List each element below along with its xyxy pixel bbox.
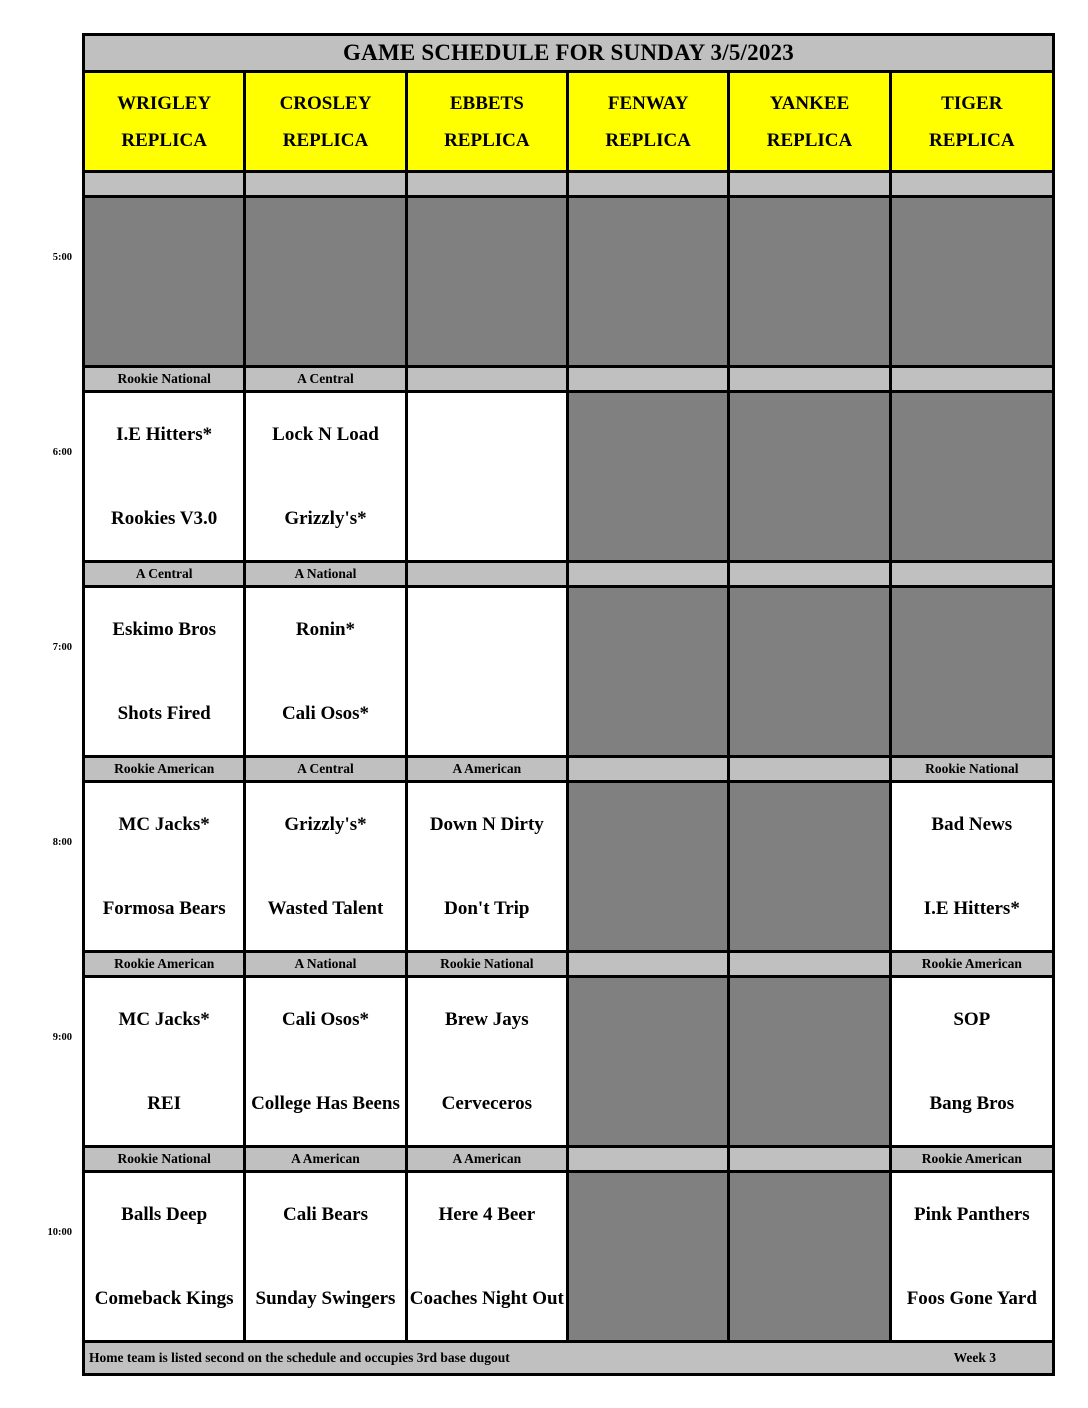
division-label: Rookie American bbox=[85, 758, 246, 783]
field-name: FENWAY bbox=[607, 92, 689, 114]
game-row bbox=[85, 1173, 1052, 1343]
division-label bbox=[569, 368, 730, 393]
home-team: REI bbox=[147, 1092, 182, 1114]
unavailable-slot bbox=[892, 393, 1052, 563]
game-cell bbox=[85, 1173, 246, 1343]
home-team: Coaches Night Out bbox=[409, 1287, 564, 1309]
division-label: Rookie American bbox=[892, 1148, 1052, 1173]
division-label bbox=[408, 173, 569, 198]
division-label: A Central bbox=[85, 563, 246, 588]
game-cell bbox=[85, 393, 246, 563]
unavailable-slot bbox=[892, 588, 1052, 758]
game-cell bbox=[85, 588, 246, 758]
time-label: 10:00 bbox=[47, 1227, 72, 1238]
unavailable-slot bbox=[730, 393, 891, 563]
away-team: MC Jacks* bbox=[118, 814, 210, 836]
away-team: Brew Jays bbox=[445, 1009, 529, 1031]
time-label: 9:00 bbox=[52, 1032, 72, 1043]
division-label bbox=[892, 563, 1052, 588]
field-header-row bbox=[85, 73, 1052, 173]
away-team: Ronin* bbox=[295, 619, 356, 641]
division-label: A American bbox=[408, 1148, 569, 1173]
field-header-ebbets bbox=[408, 73, 569, 173]
home-team: Comeback Kings bbox=[94, 1287, 234, 1309]
game-cell bbox=[246, 978, 407, 1148]
schedule-title: GAME SCHEDULE FOR SUNDAY 3/5/2023 bbox=[85, 36, 1052, 73]
home-team: Grizzly's* bbox=[284, 507, 367, 529]
division-label: A National bbox=[246, 563, 407, 588]
away-team: Cali Bears bbox=[283, 1204, 368, 1226]
field-header-yankee bbox=[730, 73, 891, 173]
field-subtitle: REPLICA bbox=[282, 129, 369, 151]
game-cell bbox=[408, 1173, 569, 1343]
division-label bbox=[730, 563, 891, 588]
division-label bbox=[892, 173, 1052, 198]
home-team: Rookies V3.0 bbox=[111, 507, 218, 529]
division-label bbox=[569, 953, 730, 978]
division-label-row bbox=[85, 953, 1052, 978]
home-team: Cali Osos* bbox=[281, 702, 370, 724]
field-name: YANKEE bbox=[769, 92, 850, 114]
division-label: A National bbox=[246, 953, 407, 978]
away-team: Eskimo Bros bbox=[112, 619, 216, 641]
away-team: Here 4 Beer bbox=[438, 1204, 536, 1226]
division-label: A Central bbox=[246, 368, 407, 393]
home-team: Wasted Talent bbox=[267, 897, 384, 919]
field-subtitle: REPLICA bbox=[766, 129, 853, 151]
unavailable-slot bbox=[569, 588, 730, 758]
division-label: Rookie National bbox=[408, 953, 569, 978]
game-cell bbox=[892, 978, 1052, 1148]
division-label-row bbox=[85, 563, 1052, 588]
division-label bbox=[569, 173, 730, 198]
division-label bbox=[892, 368, 1052, 393]
division-label bbox=[569, 563, 730, 588]
division-label bbox=[408, 563, 569, 588]
unavailable-slot bbox=[730, 198, 891, 368]
game-cell bbox=[246, 393, 407, 563]
division-label bbox=[569, 758, 730, 783]
time-label: 8:00 bbox=[52, 837, 72, 848]
schedule-footer bbox=[85, 1343, 1052, 1373]
unavailable-slot bbox=[408, 198, 569, 368]
open-slot bbox=[408, 588, 569, 758]
division-label-row bbox=[85, 1148, 1052, 1173]
game-row bbox=[85, 198, 1052, 368]
home-team: Shots Fired bbox=[117, 702, 211, 724]
division-label bbox=[85, 173, 246, 198]
week-label: Week 3 bbox=[953, 1350, 996, 1365]
division-label-row bbox=[85, 368, 1052, 393]
field-subtitle: REPLICA bbox=[605, 129, 691, 151]
game-cell bbox=[85, 783, 246, 953]
unavailable-slot bbox=[569, 783, 730, 953]
unavailable-slot bbox=[569, 393, 730, 563]
time-label: 7:00 bbox=[52, 642, 72, 653]
unavailable-slot bbox=[569, 1173, 730, 1343]
division-label: Rookie National bbox=[892, 758, 1052, 783]
game-cell bbox=[246, 588, 407, 758]
division-label: A American bbox=[408, 758, 569, 783]
home-team: Sunday Swingers bbox=[255, 1287, 396, 1309]
field-name: TIGER bbox=[941, 92, 1003, 114]
division-label-row bbox=[85, 758, 1052, 783]
field-header-crosley bbox=[246, 73, 407, 173]
away-team: Bad News bbox=[931, 814, 1013, 836]
unavailable-slot bbox=[85, 198, 246, 368]
field-subtitle: REPLICA bbox=[929, 129, 1015, 151]
unavailable-slot bbox=[569, 978, 730, 1148]
time-slots bbox=[85, 173, 1052, 1343]
footer-note: Home team is listed second on the schedule and occupies 3rd base dugout bbox=[89, 1350, 510, 1365]
field-subtitle: REPLICA bbox=[444, 129, 530, 151]
division-label bbox=[569, 1148, 730, 1173]
away-team: I.E Hitters* bbox=[116, 424, 213, 446]
home-team: College Has Beens bbox=[251, 1092, 400, 1114]
home-team: Cerveceros bbox=[441, 1092, 532, 1114]
field-name: WRIGLEY bbox=[117, 92, 212, 114]
home-team: Foos Gone Yard bbox=[906, 1287, 1037, 1309]
division-label-row bbox=[85, 173, 1052, 198]
division-label bbox=[730, 953, 891, 978]
game-row bbox=[85, 978, 1052, 1148]
unavailable-slot bbox=[730, 978, 891, 1148]
field-name: EBBETS bbox=[449, 92, 524, 114]
field-header-wrigley bbox=[85, 73, 246, 173]
unavailable-slot bbox=[730, 783, 891, 953]
time-label: 5:00 bbox=[52, 252, 72, 263]
open-slot bbox=[408, 393, 569, 563]
game-row bbox=[85, 393, 1052, 563]
unavailable-slot bbox=[569, 198, 730, 368]
home-team: Formosa Bears bbox=[102, 897, 226, 919]
division-label: A American bbox=[246, 1148, 407, 1173]
away-team: Grizzly's* bbox=[284, 814, 367, 836]
division-label bbox=[730, 1148, 891, 1173]
division-label bbox=[246, 173, 407, 198]
away-team: Pink Panthers bbox=[914, 1204, 1030, 1226]
away-team: SOP bbox=[953, 1009, 991, 1031]
field-name: CROSLEY bbox=[279, 92, 372, 114]
away-team: MC Jacks* bbox=[118, 1009, 210, 1031]
schedule-sheet bbox=[82, 33, 1055, 1376]
division-label bbox=[730, 368, 891, 393]
away-team: Down N Dirty bbox=[429, 814, 544, 836]
time-label: 6:00 bbox=[52, 447, 72, 458]
division-label: Rookie National bbox=[85, 1148, 246, 1173]
unavailable-slot bbox=[730, 588, 891, 758]
home-team: Don't Trip bbox=[444, 897, 530, 919]
game-row bbox=[85, 783, 1052, 953]
field-subtitle: REPLICA bbox=[121, 129, 207, 151]
away-team: Balls Deep bbox=[121, 1204, 208, 1226]
unavailable-slot bbox=[730, 1173, 891, 1343]
game-cell bbox=[892, 1173, 1052, 1343]
division-label: Rookie National bbox=[85, 368, 246, 393]
away-team: Cali Osos* bbox=[281, 1009, 370, 1031]
division-label bbox=[730, 173, 891, 198]
field-header-tiger bbox=[892, 73, 1052, 173]
away-team: Lock N Load bbox=[272, 424, 379, 446]
game-cell bbox=[246, 1173, 407, 1343]
game-cell bbox=[246, 783, 407, 953]
game-cell bbox=[85, 978, 246, 1148]
field-header-fenway bbox=[569, 73, 730, 173]
division-label: A Central bbox=[246, 758, 407, 783]
division-label bbox=[408, 368, 569, 393]
game-cell bbox=[408, 783, 569, 953]
home-team: I.E Hitters* bbox=[923, 897, 1020, 919]
division-label: Rookie American bbox=[85, 953, 246, 978]
home-team: Bang Bros bbox=[929, 1092, 1015, 1114]
division-label: Rookie American bbox=[892, 953, 1052, 978]
game-cell bbox=[408, 978, 569, 1148]
game-cell bbox=[892, 783, 1052, 953]
unavailable-slot bbox=[892, 198, 1052, 368]
division-label bbox=[730, 758, 891, 783]
unavailable-slot bbox=[246, 198, 407, 368]
game-row bbox=[85, 588, 1052, 758]
